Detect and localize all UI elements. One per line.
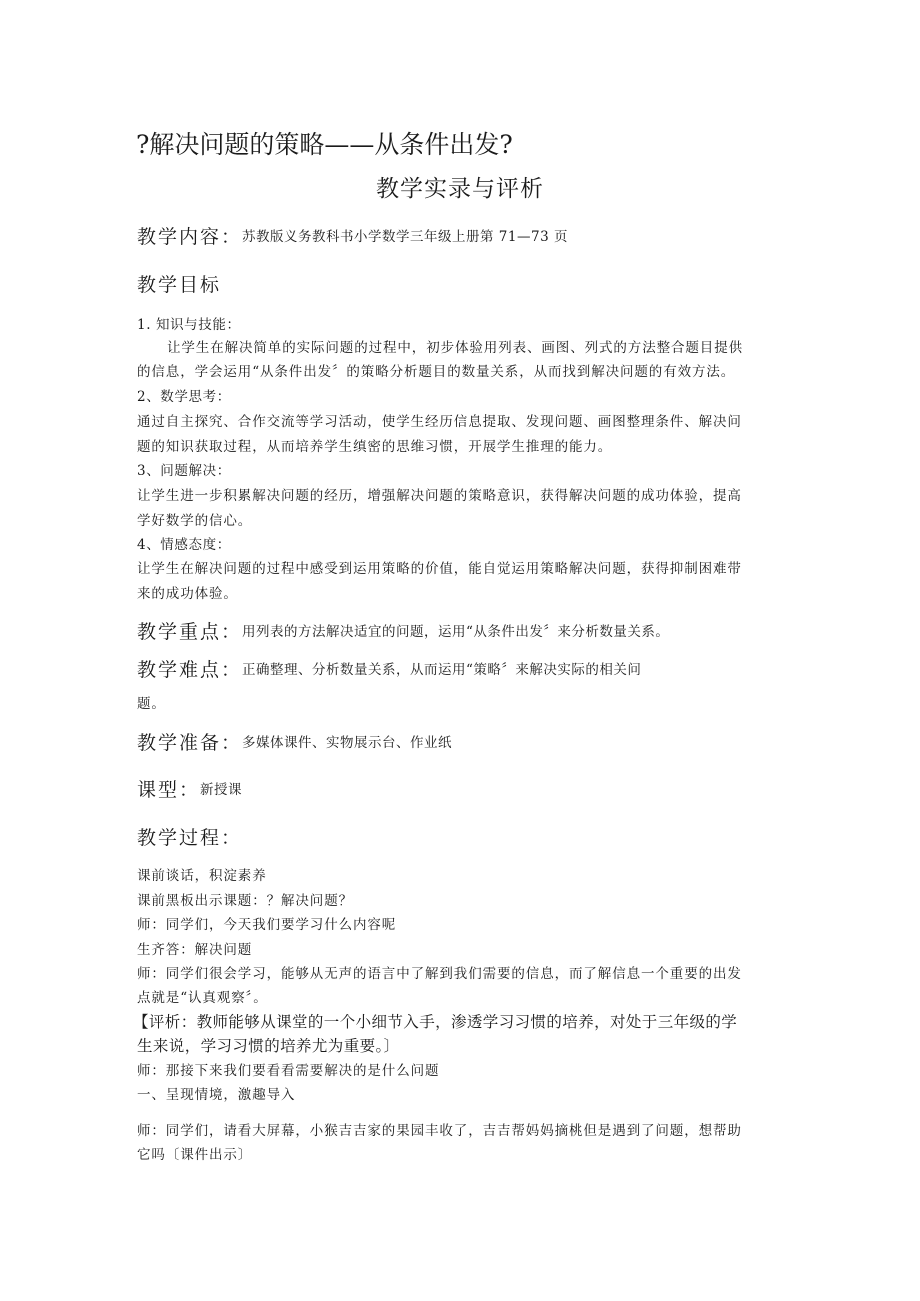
process-line-7: 师：那接下来我们要看看需要解决的是什么问题 xyxy=(137,1063,440,1079)
process-line-1: 课前谈话，积淀素养 xyxy=(137,868,267,884)
key-point-row xyxy=(137,617,669,644)
comment-line-2: 生来说，学习习惯的培养尤为重要。〕 xyxy=(137,1037,400,1055)
document-subtitle: 教学实录与评析 xyxy=(376,176,544,202)
key-point-value: 用列表的方法解决适宜的问题，运用“从条件出发〞来分析数量关系。 xyxy=(242,624,670,640)
process-line-4: 生齐答：解决问题 xyxy=(137,942,253,958)
teaching-content-label: 教学内容： xyxy=(137,226,243,248)
emotion-text-2: 来的成功体验。 xyxy=(137,586,238,602)
lesson-type-value: 新授课 xyxy=(200,782,243,798)
solving-heading: 3、问题解决： xyxy=(137,463,231,479)
emotion-text-1: 让学生在解决问题的过程中感受到运用策略的价值，能自觉运用策略解决问题，获得抑制困难带 xyxy=(137,561,742,577)
process-line-5: 师：同学们很会学习，能够从无声的语言中了解到我们需要的信息，而了解信息一个重要的出发 xyxy=(137,966,742,982)
comment-line-1: 【评析：教师能够从课堂的一个小细节入手，渗透学习习惯的培养，对处于三年级的学 xyxy=(133,1013,738,1031)
lesson-type-row xyxy=(137,775,242,802)
difficulty-row xyxy=(137,655,641,682)
solving-text-2: 学好数学的信心。 xyxy=(137,513,253,529)
knowledge-text-1: 让学生在解决简单的实际问题的过程中，初步体验用列表、画图、列式的方法整合题目提供 xyxy=(167,340,743,356)
thinking-text-1: 通过自主探究、合作交流等学习活动，使学生经历信息提取、发现问题、画图整理条件、解决问 xyxy=(137,414,742,430)
document-title: ?解决问题的策略——从条件出发? xyxy=(136,130,513,159)
process-line-6: 点就是“认真观察〞。 xyxy=(137,990,268,1006)
preparation-label: 教学准备： xyxy=(137,732,243,754)
preparation-value: 多媒体课件、实物展示台、作业纸 xyxy=(242,735,453,751)
process-line-9: 它吗〔课件出示〕 xyxy=(137,1147,253,1163)
process-line-3: 师：同学们，今天我们要学习什么内容呢 xyxy=(137,917,397,933)
objectives-heading: 教学目标 xyxy=(137,274,222,296)
process-heading: 教学过程： xyxy=(137,827,243,849)
difficulty-value: 正确整理、分析数量关系，从而运用“策略〞来解决实际的相关问 xyxy=(242,662,642,678)
emotion-heading: 4、情感态度： xyxy=(137,537,231,553)
knowledge-heading: 1. 知识与技能： xyxy=(137,317,241,333)
knowledge-text-2: 的信息，学会运用“从条件出发〞的策略分析题目的数量关系，从而找到解决问题的有效方法。 xyxy=(137,364,736,380)
preparation-row xyxy=(137,728,452,755)
lesson-type-label: 课型： xyxy=(137,779,201,801)
teaching-content-row xyxy=(137,222,568,249)
teaching-content-value: 苏教版义务教科书小学数学三年级上册第 71—73 页 xyxy=(242,229,568,245)
section-heading-1: 一、呈现情境，激趣导入 xyxy=(137,1087,296,1103)
thinking-heading: 2、数学思考： xyxy=(137,389,231,405)
difficulty-value-cont: 题。 xyxy=(137,696,166,712)
key-point-label: 教学重点： xyxy=(137,621,243,643)
solving-text-1: 让学生进一步积累解决问题的经历，增强解决问题的策略意识，获得解决问题的成功体验，提高 xyxy=(137,488,742,504)
process-line-2: 课前黑板出示课题：？解决问题？ xyxy=(137,893,353,909)
thinking-text-2: 题的知识获取过程，从而培养学生缜密的思维习惯，开展学生推理的能力。 xyxy=(137,439,613,455)
difficulty-label: 教学难点： xyxy=(137,659,243,681)
process-line-8: 师：同学们，请看大屏幕，小猴吉吉家的果园丰收了，吉吉帮妈妈摘桃但是遇到了问题，想帮助 xyxy=(137,1123,742,1139)
